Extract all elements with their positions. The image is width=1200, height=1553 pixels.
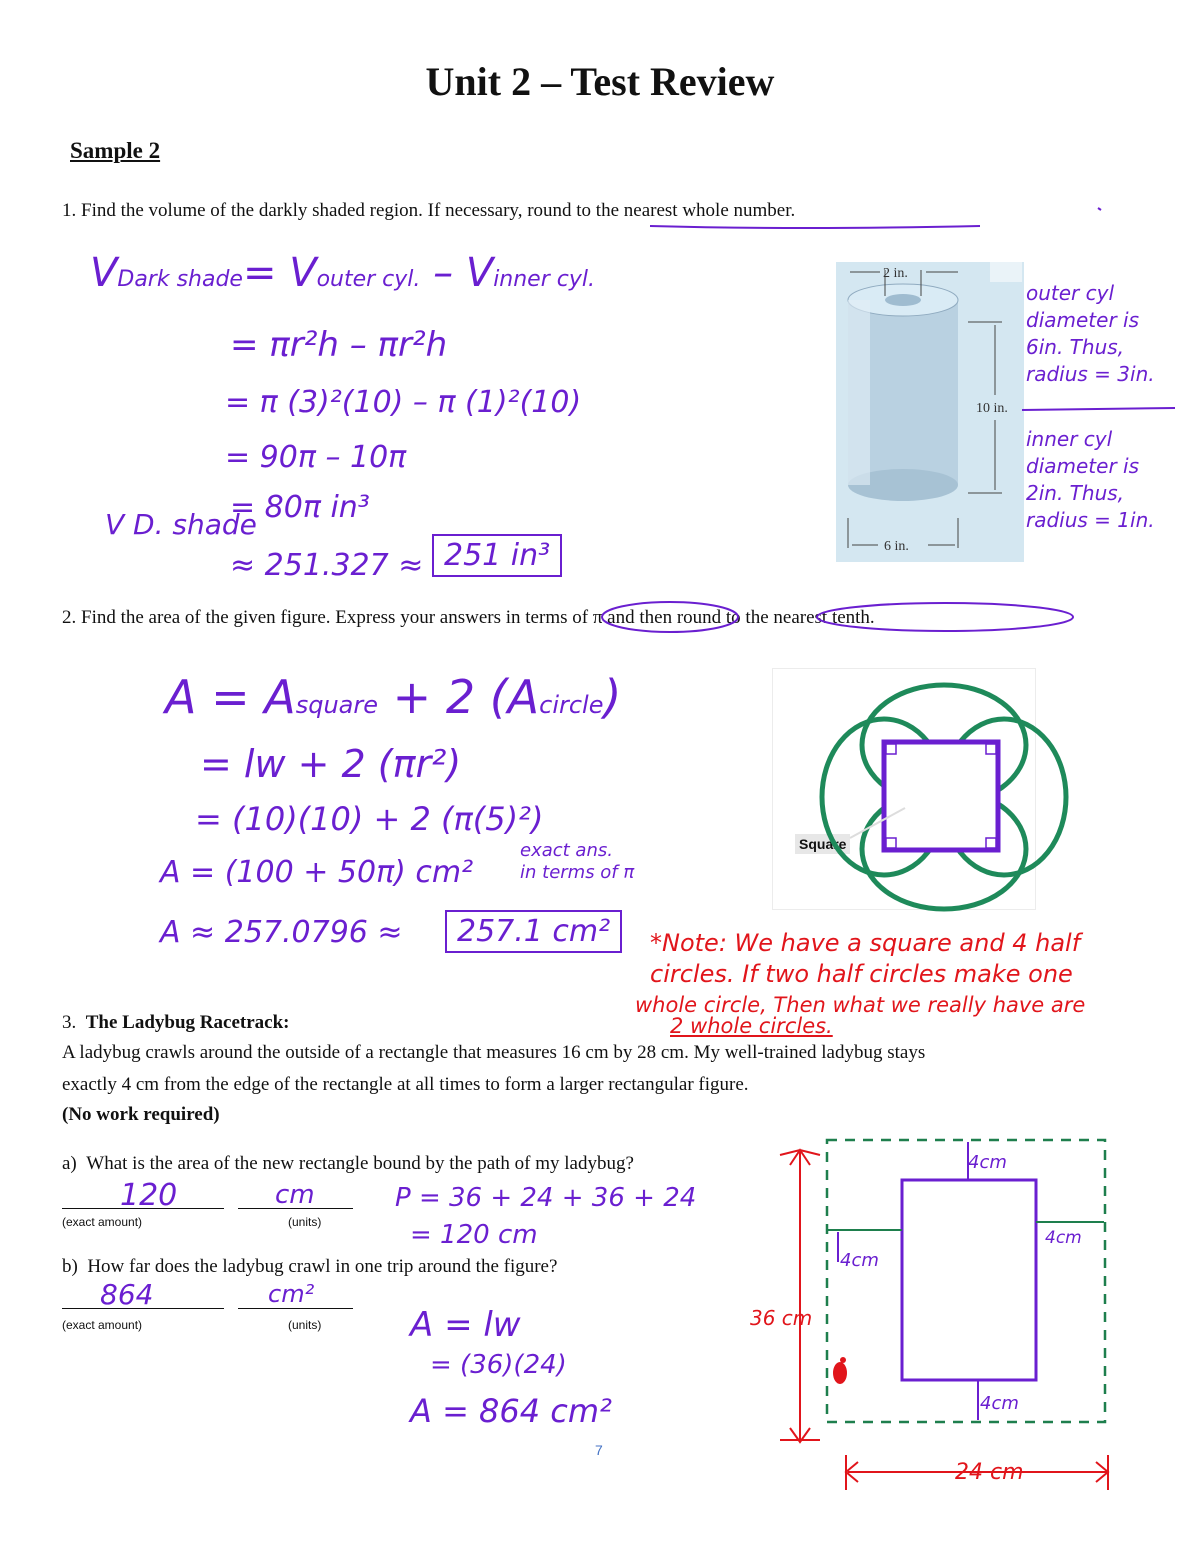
ladybug-icon xyxy=(833,1357,847,1384)
q2-sub-circle: circle xyxy=(539,691,604,719)
q1-prompt-underlined: round to the nearest whole number. xyxy=(527,200,796,221)
q3-number: 3. xyxy=(62,1012,77,1033)
q1-note-line: inner cyl xyxy=(1026,427,1113,451)
square-with-circles-icon xyxy=(822,685,1066,909)
page-title: Unit 2 – Test Review xyxy=(425,59,775,104)
q2-work-line4: A = (100 + 50π) cm² xyxy=(160,855,474,890)
q3a-amount: 120 xyxy=(120,1178,178,1213)
q2-figure-shape-label: Square xyxy=(795,834,850,854)
q2-red-note-line4: 2 whole circles. xyxy=(670,1014,833,1038)
q1-notes-divider xyxy=(1022,408,1175,410)
q1-eq-outer: = V xyxy=(242,250,317,296)
q1-note-line: outer cyl xyxy=(1026,281,1115,305)
q3-title: The Ladybug Racetrack: xyxy=(85,1012,290,1033)
q2-work-line3: = (10)(10) + 2 (π(5)²) xyxy=(195,800,544,838)
q2-exact-note-line2: in terms of π xyxy=(520,862,635,883)
q2-prompt-a: 2. Find the area of the given figure. Express your answers xyxy=(62,607,506,628)
q2-prompt-b: and then xyxy=(602,607,677,628)
q2-red-note-line2: circles. If two half circles make one xyxy=(650,960,1073,988)
q2-work-line5: A ≈ 257.0796 ≈ xyxy=(160,915,403,950)
q1-work-line3: = π (3)²(10) – π (1)²(10) xyxy=(225,385,582,420)
q3b-units: cm² xyxy=(268,1280,315,1308)
q2-exact-note-line1: exact ans. xyxy=(520,840,613,861)
q2-prompt-circled-pi: in terms of π xyxy=(505,607,603,628)
q2-work-line2: = lw + 2 (πr²) xyxy=(200,742,462,786)
q3-area-work3: A = 864 cm² xyxy=(410,1392,612,1430)
q3a-units-caption: (units) xyxy=(288,1215,322,1229)
diagram-left-gap-label: 4cm xyxy=(840,1250,879,1271)
diagram-top-gap-label: 4cm xyxy=(968,1152,1007,1173)
q2-circle-round xyxy=(817,603,1073,631)
q2-prompt-circled-round: round to the nearest tenth. xyxy=(676,607,875,628)
q1-work-line5: = 80π in³ xyxy=(230,490,370,525)
q3b-units-caption: (units) xyxy=(288,1318,322,1332)
cyl-top-label: 2 in. xyxy=(883,266,908,281)
q3-no-work: (No work required) xyxy=(62,1104,220,1125)
section-heading: Sample 2 xyxy=(70,138,161,163)
q3-body-line2: exactly 4 cm from the edge of the rectangle at all times to form a larger rectangular figure. xyxy=(62,1074,749,1095)
diagram-outer-width-label: 24 cm xyxy=(955,1460,1024,1485)
page-number: 7 xyxy=(595,1442,603,1458)
q1-v: V xyxy=(90,250,118,296)
diagram-bottom-gap-label: 4cm xyxy=(980,1393,1019,1414)
q3-area-work2: = (36)(24) xyxy=(430,1350,567,1380)
q1-eq-inner: – V xyxy=(420,250,494,296)
q1-prompt-text: 1. Find the volume of the darkly shaded region. If necessary, xyxy=(62,200,528,221)
cyl-side-label: 10 in. xyxy=(976,401,1008,416)
q1-note-line: radius = 1in. xyxy=(1026,508,1155,532)
q2-plus: + 2 (A xyxy=(378,670,540,724)
q1-work-line2: = πr²h – πr²h xyxy=(230,325,448,365)
q2-answer-box: 257.1 cm² xyxy=(445,910,622,953)
q2-circle-pi xyxy=(602,602,738,632)
q1-note-line: 2in. Thus, xyxy=(1026,481,1125,505)
q3b-exact-caption: (exact amount) xyxy=(62,1318,143,1332)
q3a-units: cm xyxy=(275,1180,315,1210)
q1-note-line: radius = 3in. xyxy=(1026,362,1155,386)
q1-note-line: diameter is xyxy=(1026,308,1139,332)
racetrack-diagram xyxy=(780,1140,1108,1490)
q1-sub-outer: outer cyl. xyxy=(316,267,421,292)
q3b-text: How far does the ladybug crawl in one trip around the figure? xyxy=(87,1256,558,1277)
q3-perimeter-work2: = 120 cm xyxy=(410,1220,538,1250)
q1-answer-box: 251 in³ xyxy=(432,534,562,577)
q1-work-label: V D. shade xyxy=(105,508,257,541)
stray-mark xyxy=(1098,208,1101,210)
q1-sub-inner: inner cyl. xyxy=(493,267,595,292)
diagram-outer-height-label: 36 cm xyxy=(750,1306,813,1330)
q3b-label: b) xyxy=(62,1256,78,1277)
q3-area-work1: A = lw xyxy=(410,1305,521,1345)
q1-note-line: 6in. Thus, xyxy=(1026,335,1125,359)
q3b-amount: 864 xyxy=(100,1278,154,1311)
q3a-text: What is the area of the new rectangle bound by the path of my ladybug? xyxy=(86,1153,634,1174)
q1-work-line6: ≈ 251.327 ≈ xyxy=(230,548,424,583)
q2-sub-square: square xyxy=(295,691,379,719)
q2-a: A = A xyxy=(165,670,296,724)
q3a-label: a) xyxy=(62,1153,77,1174)
q3-body-line1: A ladybug crawls around the outside of a rectangle that measures 16 cm by 28 cm. My well-trained ladybug stays xyxy=(62,1042,926,1063)
q1-sub-dark: Dark shade xyxy=(117,267,243,292)
q2-close: ) xyxy=(603,670,622,724)
q2-red-note-line3: whole circle, Then what we really have are xyxy=(635,993,1086,1017)
cyl-bottom-label: 6 in. xyxy=(884,539,909,554)
q2-red-note-line1: *Note: We have a square and 4 half xyxy=(650,929,1081,957)
q1-work-line4: = 90π – 10π xyxy=(225,440,407,475)
q3-perimeter-work1: P = 36 + 24 + 36 + 24 xyxy=(395,1183,697,1213)
q3a-exact-caption: (exact amount) xyxy=(62,1215,143,1229)
diagram-right-gap-label: 4cm xyxy=(1045,1228,1082,1248)
q1-note-line: diameter is xyxy=(1026,454,1139,478)
q1-underline xyxy=(650,226,980,228)
